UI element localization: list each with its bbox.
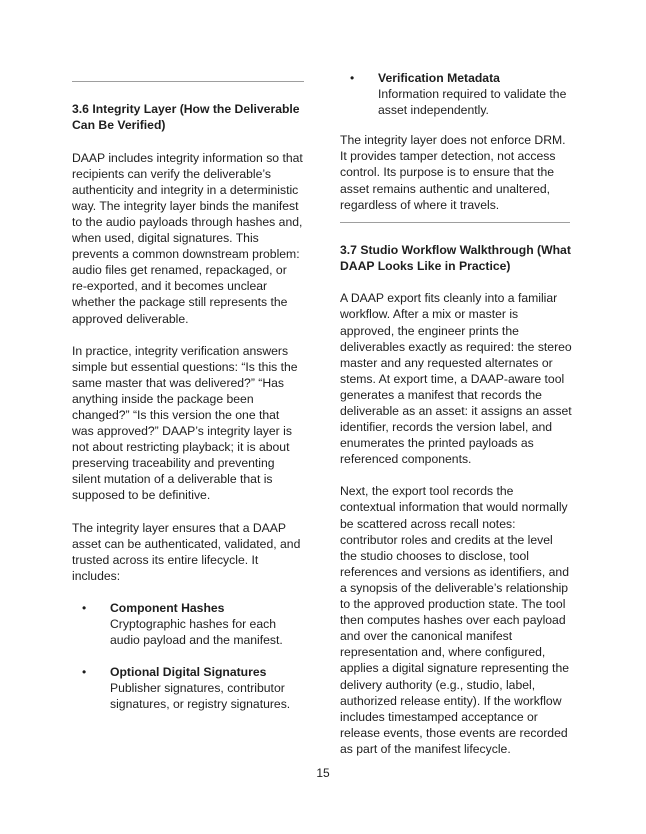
paragraph: Next, the export tool records the contextual information that would normally be scattered across recall notes: contributor roles and credits at the level the studio chooses to disclose, tool references and versions as identifiers, and a synopsis of the deliverable’s relationship to the approved production state. The tool then computes hashes over each payload and over the canonical manifest representation and, where configured, applies a digital signature representing the delivery authority (e.g., studio, label, authorized release entity). If the workflow includes timestamped acceptance or release events, those events are recorded as part of the manifest lifecycle.: [340, 484, 570, 756]
page-number: 15: [316, 766, 330, 780]
left-column: [72, 60, 304, 713]
list-item-title: Verification Metadata: [378, 71, 500, 85]
list-item-title: Optional Digital Signatures: [110, 665, 267, 680]
list-item: [82, 664, 304, 712]
bullet-icon: •: [350, 71, 355, 85]
list-item: [82, 600, 304, 648]
list-item-body: Information required to validate the asset independently.: [378, 87, 567, 118]
section-divider: [340, 222, 570, 223]
bullet-icon: •: [82, 600, 87, 615]
bullet-icon: •: [82, 665, 87, 680]
paragraph: The integrity layer does not enforce DRM. It provides tamper detection, not access control. Its purpose is to ensure that the asset remains authentic and unaltered, regardless of where it travels.: [340, 133, 566, 212]
integrity-components-list: [72, 600, 304, 713]
paragraph: A DAAP export fits cleanly into a familiar workflow. After a mix or master is approved, the engineer prints the deliverables exactly as required: the stereo master and any requested alternates or stems. At export time, a DAAP-aware tool generates a manifest that records the deliverable as an asset: it assigns an asset identifier, records the version label, and enumerates the printed payloads as referenced components.: [340, 291, 572, 467]
paragraph: In practice, integrity verification answers simple but essential questions: “Is this the same master that was delivered?” “Has anything inside the package been changed?” “Is this version the one that was approved?” DAAP’s integrity layer is not about restricting playback; it is about preserving traceability and preventing silent mutation of a deliverable that is supposed to be definitive.: [72, 343, 298, 503]
right-column: [340, 60, 572, 757]
section-divider: [72, 81, 304, 82]
list-item: [350, 70, 572, 118]
section-3-6-heading: 3.6 Integrity Layer (How the Deliverable Can Be Verified): [72, 102, 300, 133]
paragraph: The integrity layer ensures that a DAAP asset can be authenticated, validated, and trusted across its entire lifecycle. It includes:: [72, 520, 301, 583]
list-item-body: Cryptographic hashes for each audio payload and the manifest.: [110, 617, 283, 648]
list-item-title: Component Hashes: [110, 600, 225, 615]
paragraph: DAAP includes integrity information so that recipients can verify the deliverable’s authenticity and integrity in a deterministic way. The integrity layer binds the manifest to the audio payloads through hashes and, when used, digital signatures. This prevents a common downstream problem: audio files get renamed, repackaged, or re-exported, and it becomes unclear whether the package still represents the approved deliverable.: [72, 150, 303, 326]
list-item-body: Publisher signatures, contributor signatures, or registry signatures.: [110, 681, 291, 712]
section-3-7-heading: 3.7 Studio Workflow Walkthrough (What DAAP Looks Like in Practice): [340, 242, 571, 274]
integrity-components-list-continued: [340, 70, 572, 118]
